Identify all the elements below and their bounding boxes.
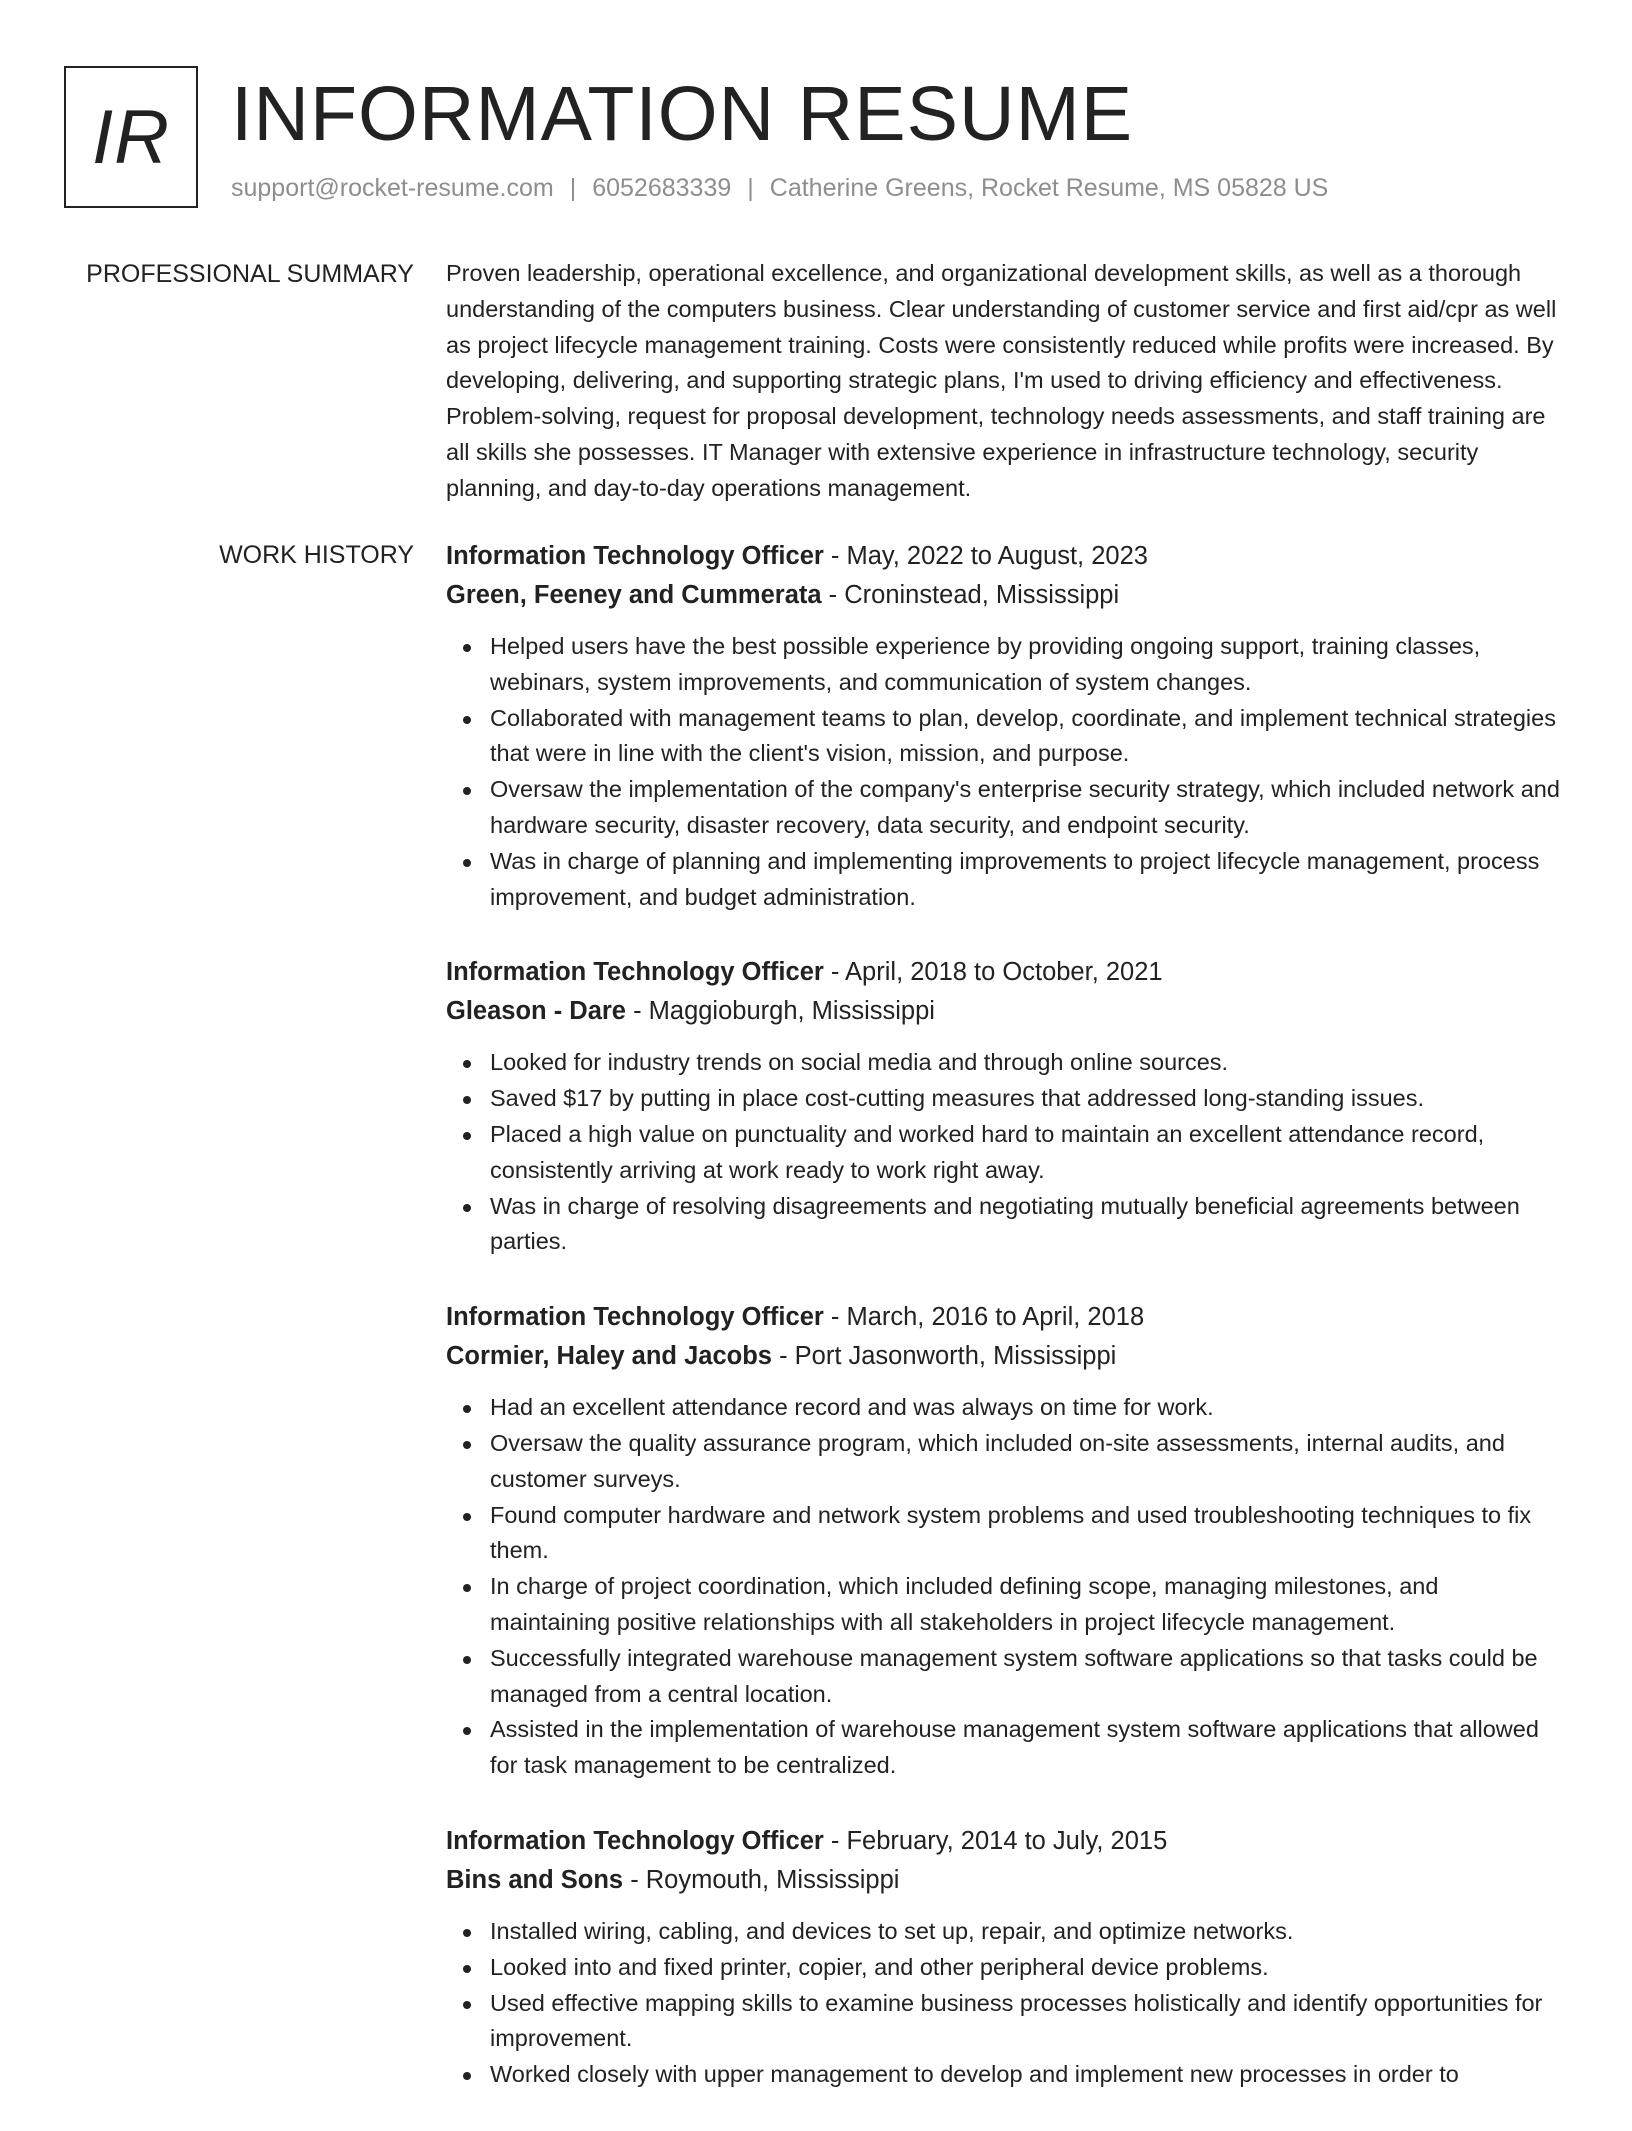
job-bullet-item: Helped users have the best possible experience by providing ongoing support, training classes, webinars, system improvements, and communication of system changes. [446, 629, 1564, 701]
job-dates: - May, 2022 to August, 2023 [823, 542, 1148, 570]
contact-email: support@rocket-resume.com [231, 174, 554, 202]
job-title: Information Technology Officer [446, 1303, 824, 1332]
job-bullet-list [446, 1914, 1564, 2093]
job-bullet-list [446, 1045, 1564, 1260]
summary-text: Proven leadership, operational excellence, and organizational development skills, as well as a thorough understanding of the computers business. Clear understanding of customer service and first aid/cpr as well as project lifecycle management training. Costs were consistently reduced while profits were increased. By developing, delivering, and supporting strategic plans, I'm used to driving efficiency and effectiveness. Problem-solving, request for proposal development, technology needs assessments, and staff training are all skills she possesses. IT Manager with extensive experience in infrastructure technology, security planning, and day-to-day operations management. [446, 260, 1557, 501]
job-company: Bins and Sons [446, 1865, 624, 1894]
job-bullet-item: Successfully integrated warehouse management system software applications so that tasks could be managed from a central location. [446, 1641, 1564, 1713]
job-bullet-item: Looked for industry trends on social media and through online sources. [446, 1045, 1564, 1081]
job-bullet-list [446, 629, 1564, 915]
job-dates: - April, 2018 to October, 2021 [823, 958, 1163, 987]
job-title-line [446, 537, 1564, 576]
monogram-badge: IR [64, 66, 198, 208]
job-title: Information Technology Officer [446, 958, 824, 987]
job-bullet-item: Assisted in the implementation of warehouse management system software applications that allowed for task management to be centralized. [446, 1712, 1564, 1784]
resume-header [64, 64, 1584, 214]
job-bullet-item: Saved $17 by putting in place cost-cutting measures that addressed long-standing issues. [446, 1081, 1564, 1117]
job-bullet-item: Looked into and fixed printer, copier, and other peripheral device problems. [446, 1950, 1564, 1986]
job-title-line [446, 1822, 1564, 1861]
job-bullet-item: Was in charge of planning and implementing improvements to project lifecycle management, process improvement, and budget administration. [446, 844, 1564, 916]
job-location: - Croninstead, Mississippi [821, 581, 1120, 609]
job-company: Gleason - Dare [446, 997, 626, 1026]
job-bullet-item: Had an excellent attendance record and was always on time for work. [446, 1390, 1564, 1426]
job-company: Green, Feeney and Cummerata [446, 581, 822, 609]
job-location: - Port Jasonworth, Mississippi [771, 1342, 1117, 1371]
job-bullet-item: Oversaw the quality assurance program, which included on-site assessments, internal audits, and customer surveys. [446, 1426, 1564, 1498]
job-company-line [446, 576, 1564, 615]
job-title: Information Technology Officer [446, 1826, 824, 1855]
job-company-line [446, 1337, 1564, 1376]
job-title: Information Technology Officer [446, 542, 824, 570]
section-label-work-history: WORK HISTORY [219, 541, 414, 569]
job-entry [446, 1822, 1564, 2093]
job-bullet-item: Collaborated with management teams to plan, develop, coordinate, and implement technical strategies that were in line with the client's vision, mission, and purpose. [446, 701, 1564, 773]
job-bullet-item: Found computer hardware and network system problems and used troubleshooting techniques to fix them. [446, 1498, 1564, 1570]
job-company: Cormier, Haley and Jacobs [446, 1342, 772, 1371]
job-bullet-item: Placed a high value on punctuality and worked hard to maintain an excellent attendance record, consistently arriving at work ready to work right away. [446, 1117, 1564, 1189]
job-bullet-item: Oversaw the implementation of the company's enterprise security strategy, which included network and hardware security, disaster recovery, data security, and endpoint security. [446, 772, 1564, 844]
contact-line [231, 174, 1328, 203]
job-dates: - March, 2016 to April, 2018 [823, 1303, 1145, 1332]
job-location: - Roymouth, Mississippi [623, 1865, 900, 1894]
job-entry [446, 537, 1564, 915]
job-entry [446, 1298, 1564, 1784]
resume-name: INFORMATION RESUME [231, 71, 1134, 157]
job-bullet-item: Worked closely with upper management to develop and implement new processes in order to [446, 2057, 1564, 2093]
job-location: - Maggioburgh, Mississippi [625, 997, 935, 1026]
job-dates: - February, 2014 to July, 2015 [823, 1826, 1168, 1855]
job-company-line [446, 1861, 1564, 1900]
job-bullet-item: Used effective mapping skills to examine business processes holistically and identify opportunities for improvement. [446, 1986, 1564, 2058]
work-history-body [446, 537, 1564, 2131]
job-bullet-list [446, 1390, 1564, 1784]
job-company-line [446, 992, 1564, 1031]
contact-separator: | [569, 174, 577, 202]
section-label-summary: PROFESSIONAL SUMMARY [86, 260, 414, 288]
contact-address: Catherine Greens, Rocket Resume, MS 05828 US [769, 174, 1329, 202]
job-bullet-item: In charge of project coordination, which included defining scope, managing milestones, and maintaining positive relationships with all stakeholders in project lifecycle management. [446, 1569, 1564, 1641]
job-title-line [446, 1298, 1564, 1337]
summary-body [446, 256, 1564, 507]
job-title-line [446, 953, 1564, 992]
contact-phone: 6052683339 [592, 174, 732, 202]
job-bullet-item: Installed wiring, cabling, and devices to set up, repair, and optimize networks. [446, 1914, 1564, 1950]
job-entry [446, 953, 1564, 1260]
job-bullet-item: Was in charge of resolving disagreements and negotiating mutually beneficial agreements between parties. [446, 1189, 1564, 1261]
contact-separator: | [747, 174, 754, 202]
